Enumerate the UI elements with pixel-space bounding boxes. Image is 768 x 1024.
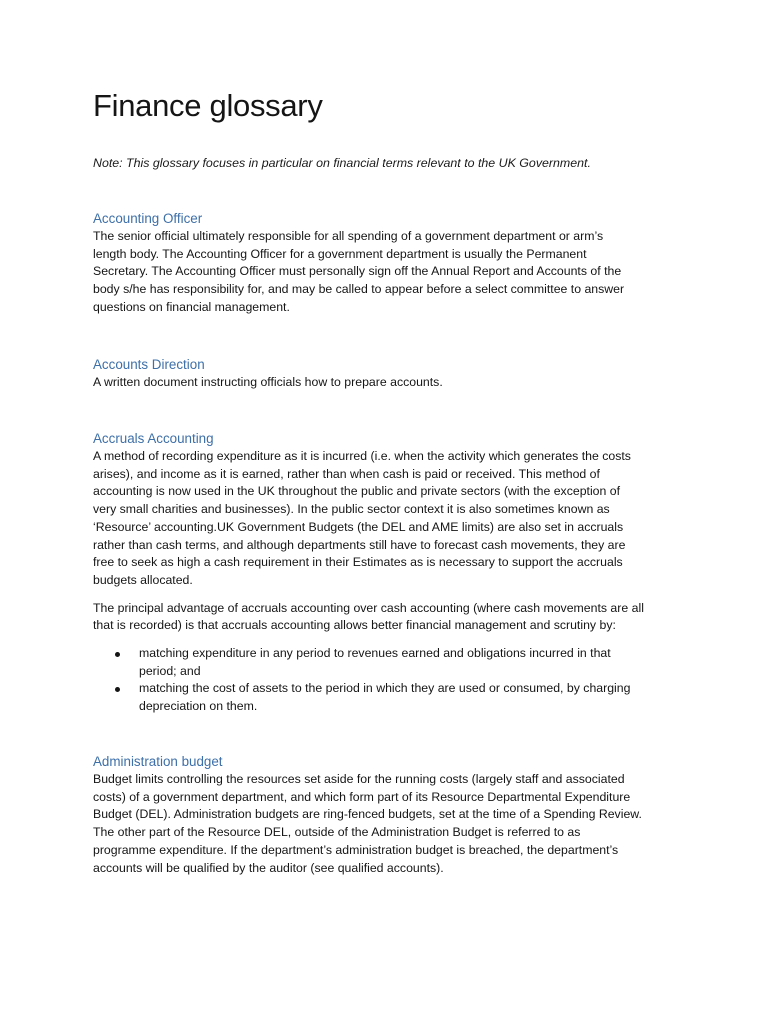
list-item (93, 645, 683, 680)
definition-line: A method of recording expenditure as it is incurred (i.e. when the activity which generates the costs (93, 449, 631, 463)
glossary-note: Note: This glossary focuses in particular on financial terms relevant to the UK Government. (93, 156, 591, 170)
list-item (93, 680, 683, 715)
term-heading: Accounting Officer (93, 211, 203, 226)
definition-line: that is recorded) is that accruals accounting allows better financial management and scrutiny by: (93, 618, 616, 633)
definition-line: arises), and income as it is earned, rather than when cash is paid or received. This method of (93, 466, 600, 481)
definition-line: accounts will be qualified by the auditor (see qualified accounts). (93, 860, 444, 875)
definition-line: ‘Resource’ accounting.UK Government Budgets (the DEL and AME limits) are also set in accruals (93, 519, 624, 534)
definition-line: Secretary. The Accounting Officer must personally sign off the Annual Report and Accounts of the (93, 264, 622, 279)
definition-line: A written document instructing officials how to prepare accounts. (93, 375, 443, 389)
bullet-line: matching the cost of assets to the period in which they are used or consumed, by charging (139, 681, 631, 696)
definition-line: body s/he has responsibility for, and may be called to appear before a select committee to answer (93, 282, 625, 297)
definition-line: Budget limits controlling the resources set aside for the running costs (largely staff and associated (93, 772, 625, 786)
page-title: Finance glossary (93, 88, 323, 123)
definition-line: The senior official ultimately responsible for all spending of a government department or arm’s (93, 229, 604, 243)
glossary-entry-accounting-officer (93, 209, 683, 317)
bullet-list (93, 645, 683, 716)
term-heading: Accruals Accounting (93, 431, 214, 446)
definition-line: programme expenditure. If the department’s administration budget is breached, the department’s (93, 842, 619, 857)
definition-line: rather than cash terms, and although departments still have to forecast cash movements, they are (93, 537, 626, 552)
definition-line: budgets allocated. (93, 572, 193, 587)
bullet-icon (115, 687, 120, 692)
definition-line: Budget (DEL). Administration budgets are ring-fenced budgets, set at the time of a Spending Review. (93, 807, 642, 822)
bullet-line: matching expenditure in any period to revenues earned and obligations incurred in that (139, 646, 611, 661)
definition-line: questions on financial management. (93, 299, 290, 314)
glossary-entry-accounts-direction (93, 355, 683, 392)
definition-line: costs) of a government department, and which form part of its Resource Departmental Expenditure (93, 789, 631, 804)
definition-line: very small charities and businesses). In the public sector context it is also sometimes known as (93, 502, 610, 517)
definition-line: length body. The Accounting Officer for a government department is usually the Permanent (93, 246, 587, 261)
glossary-entry-administration-budget (93, 752, 683, 877)
definition-line: The principal advantage of accruals accounting over cash accounting (where cash movements are all (93, 600, 644, 615)
bullet-line: depreciation on them. (139, 699, 258, 714)
definition-line: The other part of the Resource DEL, outside of the Administration Budget is referred to as (93, 825, 581, 840)
definition-line: accounting is now used in the UK throughout the public and private sectors (with the exception of (93, 484, 621, 499)
glossary-entry-accruals-accounting (93, 429, 683, 716)
bullet-icon (115, 652, 120, 657)
bullet-line: period; and (139, 663, 201, 678)
term-heading: Administration budget (93, 754, 223, 769)
term-heading: Accounts Direction (93, 357, 205, 372)
definition-line: free to seek as high a cash requirement in their Estimates as is necessary to support the accruals (93, 555, 623, 570)
